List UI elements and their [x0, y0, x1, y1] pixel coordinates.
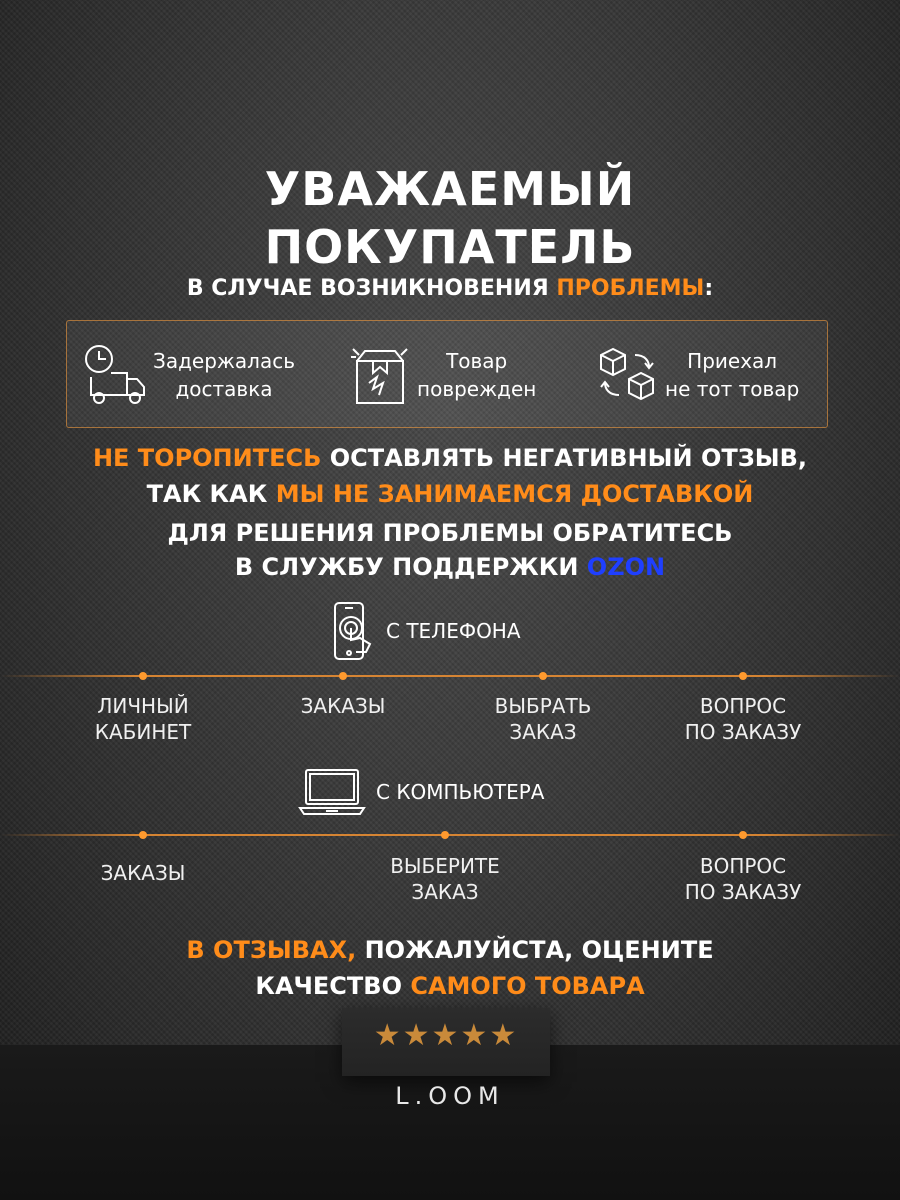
computer-mode-header	[298, 766, 544, 818]
box-exchange-icon	[595, 343, 659, 407]
support-line-1: ДЛЯ РЕШЕНИЯ ПРОБЛЕМЫ ОБРАТИТЕСЬ	[167, 519, 733, 547]
rating-request	[0, 932, 900, 1004]
laptop-icon	[298, 766, 366, 818]
brand-logo: L.OOM	[395, 1082, 505, 1110]
computer-step-orders	[43, 860, 243, 886]
step-line2: КАБИНЕТ	[94, 720, 192, 744]
problem-wrong-item	[595, 343, 799, 407]
step-line2: ПО ЗАКАЗУ	[684, 880, 802, 904]
delivery-truck-clock-icon	[81, 343, 147, 407]
step-line1: ЗАКАЗЫ	[300, 694, 386, 718]
computer-mode-label: С КОМПЬЮТЕРА	[376, 780, 545, 804]
phone-mode-header	[332, 600, 521, 662]
rating-highlight-2: САМОГО ТОВАРА	[410, 972, 645, 1000]
problem-label-line2: поврежден	[417, 377, 537, 401]
step-line1: ЛИЧНЫЙ	[97, 694, 189, 718]
rating-stars-card	[342, 1008, 550, 1076]
support-message	[0, 516, 900, 584]
problem-damaged-item	[349, 343, 536, 407]
computer-timeline	[0, 834, 900, 836]
phone-step-orders	[243, 693, 443, 719]
warning-text-1: ОСТАВЛЯТЬ НЕГАТИВНЫЙ ОТЗЫВ,	[321, 444, 808, 472]
warning-text-2: ТАК КАК	[146, 480, 276, 508]
step-line1: ВЫБРАТЬ	[494, 694, 592, 718]
problem-label-line2: доставка	[175, 377, 273, 401]
page-title	[0, 160, 900, 276]
step-line2: ПО ЗАКАЗУ	[684, 720, 802, 744]
star-rating: ★★★★★	[373, 1018, 519, 1053]
phone-step-question	[643, 693, 843, 745]
phone-step-select-order	[443, 693, 643, 745]
warning-message	[0, 440, 900, 512]
step-line1: ЗАКАЗЫ	[100, 861, 186, 885]
computer-step-question	[643, 853, 843, 905]
rating-highlight-1: В ОТЗЫВАХ,	[186, 936, 357, 964]
ozon-brand: OZON	[586, 553, 666, 581]
title-line-1: УВАЖАЕМЫЙ	[264, 162, 636, 216]
subtitle	[0, 276, 900, 301]
phone-mode-label: С ТЕЛЕФОНА	[386, 619, 521, 643]
problem-label	[153, 347, 295, 403]
timeline-dot	[739, 831, 747, 839]
subtitle-prefix: В СЛУЧАЕ ВОЗНИКНОВЕНИЯ	[186, 276, 557, 301]
problems-panel	[66, 320, 828, 428]
subtitle-suffix: :	[704, 276, 714, 301]
step-line1: ВЫБЕРИТЕ	[390, 854, 500, 878]
warning-highlight-2: МЫ НЕ ЗАНИМАЕМСЯ ДОСТАВКОЙ	[275, 480, 754, 508]
problem-label-line1: Товар	[446, 349, 508, 373]
timeline-dot	[139, 831, 147, 839]
computer-step-select-order	[345, 853, 545, 905]
warning-highlight-1: НЕ ТОРОПИТЕСЬ	[92, 444, 322, 472]
step-line1: ВОПРОС	[699, 854, 787, 878]
rating-text-2: КАЧЕСТВО	[255, 972, 411, 1000]
support-line-2: В СЛУЖБУ ПОДДЕРЖКИ	[234, 553, 587, 581]
step-line1: ВОПРОС	[699, 694, 787, 718]
problem-label-line2: не тот товар	[665, 377, 800, 401]
step-line2: ЗАКАЗ	[509, 720, 577, 744]
smartphone-touch-icon	[332, 600, 376, 662]
phone-timeline	[0, 675, 900, 677]
timeline-dot	[441, 831, 449, 839]
problem-label	[665, 347, 799, 403]
timeline-dot	[539, 672, 547, 680]
damaged-box-icon	[349, 343, 411, 407]
timeline-dot	[739, 672, 747, 680]
step-line2: ЗАКАЗ	[411, 880, 479, 904]
problem-label-line1: Приехал	[687, 349, 778, 373]
timeline-dot	[339, 672, 347, 680]
problem-delayed-delivery	[81, 343, 295, 407]
timeline-dot	[139, 672, 147, 680]
problem-label-line1: Задержалась	[153, 349, 296, 373]
phone-step-cabinet	[43, 693, 243, 745]
rating-text-1: ПОЖАЛУЙСТА, ОЦЕНИТЕ	[356, 936, 714, 964]
subtitle-highlight: ПРОБЛЕМЫ	[556, 276, 705, 301]
problem-label	[417, 347, 536, 403]
title-line-2: ПОКУПАТЕЛЬ	[264, 220, 636, 274]
